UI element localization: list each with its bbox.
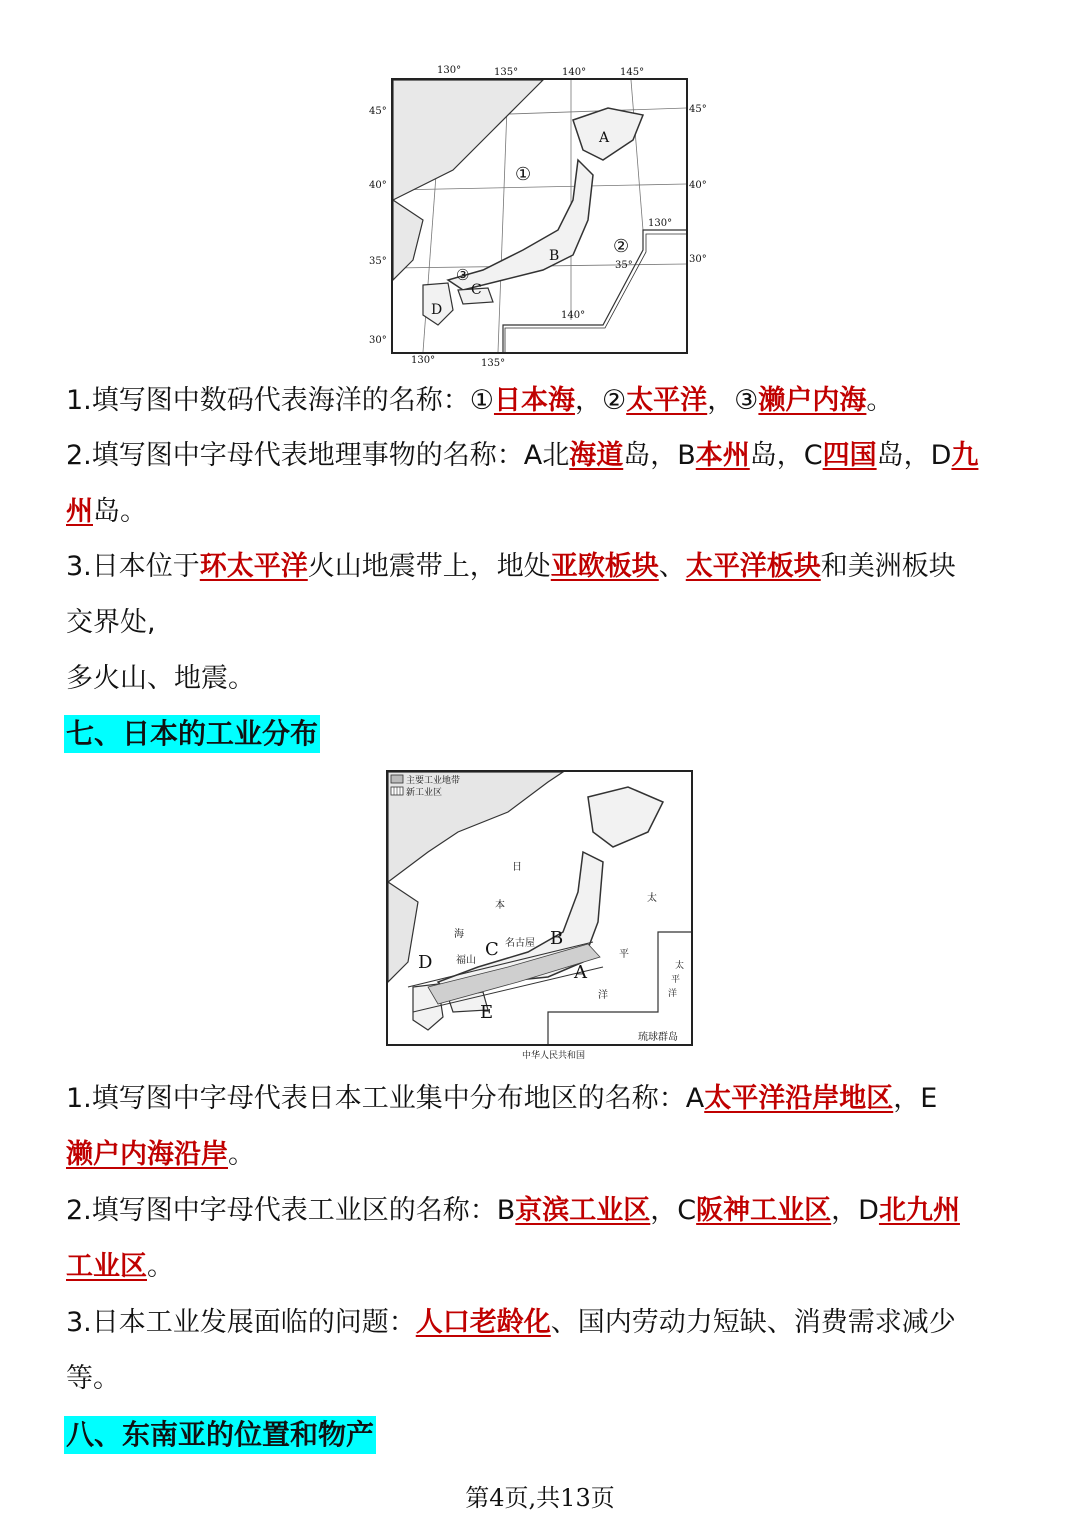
map1-inset-lon-140: 140° [561, 310, 586, 321]
letter-d-label: D [431, 302, 443, 318]
map1-lon-130-bottom: 130° [411, 355, 436, 366]
map1-inset-lat-35: 35° [615, 260, 633, 271]
legend-new-industry: 新工业区 [406, 788, 443, 798]
city-fukuyama: 福山 [456, 955, 476, 966]
answer: 濑户内海沿岸 [66, 1139, 228, 1170]
circled-3-label: ③ [456, 266, 470, 284]
ocean-label-4: 太 [675, 961, 685, 971]
answer: 海道 [569, 440, 624, 471]
answer: 九 [951, 440, 979, 471]
map1-lon-135: 135° [494, 67, 519, 78]
sec7-q3: 3.日本工业发展面临的问题：人口老龄化、国内劳动力短缺、消费需求减少 [66, 1307, 956, 1338]
answer: 京滨工业区 [515, 1195, 651, 1226]
map1-lat-45-left: 45° [369, 106, 387, 117]
map1-lat-30-left: 30° [369, 335, 387, 346]
map2-letter-a: A [574, 962, 587, 983]
sec7-q2-cont: 工业区。 [66, 1251, 174, 1282]
answer: 环太平洋 [199, 551, 308, 582]
answer: 北九州 [878, 1195, 960, 1226]
map1-lat-45-right: 45° [689, 104, 707, 115]
section-heading-7: 七、日本的工业分布 [64, 715, 320, 753]
inset-label-ryukyu: 琉球群岛 [638, 1032, 678, 1043]
answer: 四国 [822, 440, 877, 471]
answer: 工业区 [66, 1251, 147, 1282]
map1-inset-lon-130: 130° [648, 218, 673, 229]
ocean-label-6: 洋 [668, 989, 678, 999]
section-heading-8: 八、东南亚的位置和物产 [64, 1416, 376, 1454]
map2-letter-d: D [418, 952, 433, 973]
sec7-q1-cont: 濑户内海沿岸。 [66, 1139, 255, 1170]
answer: 阪神工业区 [696, 1195, 832, 1226]
answer: 人口老龄化 [415, 1307, 551, 1338]
japan-oceans-map [369, 65, 707, 369]
sec6-q3-line2: 交界处, [66, 607, 156, 638]
answer: 濑户内海 [758, 385, 867, 416]
answer: 亚欧板块 [550, 551, 659, 582]
map1-lon-145: 145° [620, 67, 645, 78]
map1-lat-40-right: 40° [689, 180, 707, 191]
caption-china: 中华人民共和国 [522, 1051, 586, 1061]
answer: 太平洋 [626, 385, 708, 416]
page-footer: 第4页,共13页 [465, 1484, 615, 1512]
map1-lon-135-bottom: 135° [481, 358, 506, 369]
sec7-q2: 2.填写图中字母代表工业区的名称：B京滨工业区，C阪神工业区，D北九州 [66, 1195, 960, 1226]
ocean-label-1: 太 [647, 893, 657, 904]
letter-b-label: B [549, 248, 560, 264]
answer: 本州 [695, 440, 750, 471]
answer: 州 [66, 496, 93, 527]
ocean-label-2: 平 [619, 949, 629, 960]
sec6-q1: 1.填写图中数码代表海洋的名称：①日本海，②太平洋，③濑户内海。 [66, 385, 894, 416]
circled-1-label: ① [515, 164, 532, 185]
map2-letter-c: C [485, 939, 499, 960]
sec7-q1: 1.填写图中字母代表日本工业集中分布地区的名称：A太平洋沿岸地区，E [66, 1083, 938, 1114]
sea-label-1: 日 [512, 862, 522, 873]
letter-a-label: A [599, 130, 610, 146]
ocean-label-3: 洋 [598, 990, 608, 1001]
answer: 日本海 [493, 385, 575, 416]
legend-main-industry: 主要工业地带 [406, 776, 461, 786]
letter-c-label: C [471, 282, 482, 298]
answer: 太平洋沿岸地区 [704, 1083, 894, 1114]
map2-letter-e: E [480, 1002, 494, 1023]
map1-lat-40-left: 40° [369, 180, 387, 191]
city-nagoya: 名古屋 [505, 938, 535, 949]
sea-label-3: 海 [454, 929, 464, 940]
sec6-q2-cont: 州岛。 [66, 496, 147, 527]
sec6-q3: 3.日本位于环太平洋火山地震带上，地处亚欧板块、太平洋板块和美洲板块 [66, 551, 956, 582]
circled-2-label: ② [613, 236, 630, 257]
map1-lon-140: 140° [562, 67, 587, 78]
map1-lon-130: 130° [437, 65, 462, 76]
answer: 太平洋板块 [685, 551, 821, 582]
sec6-q3-line3: 多火山、地震。 [66, 663, 255, 694]
ocean-label-5: 平 [671, 975, 681, 985]
japan-map-2-drawing [388, 772, 691, 1044]
map1-lat-35-left: 35° [369, 256, 387, 267]
japan-industry-map [386, 770, 693, 1061]
map2-letter-b: B [550, 928, 564, 949]
sea-label-2: 本 [495, 900, 505, 911]
sec6-q2: 2.填写图中字母代表地理事物的名称：A北海道岛，B本州岛，C四国岛，D九 [66, 440, 979, 471]
sec7-q3-line2: 等。 [66, 1363, 120, 1394]
map1-lat-30-right: 30° [689, 254, 707, 265]
